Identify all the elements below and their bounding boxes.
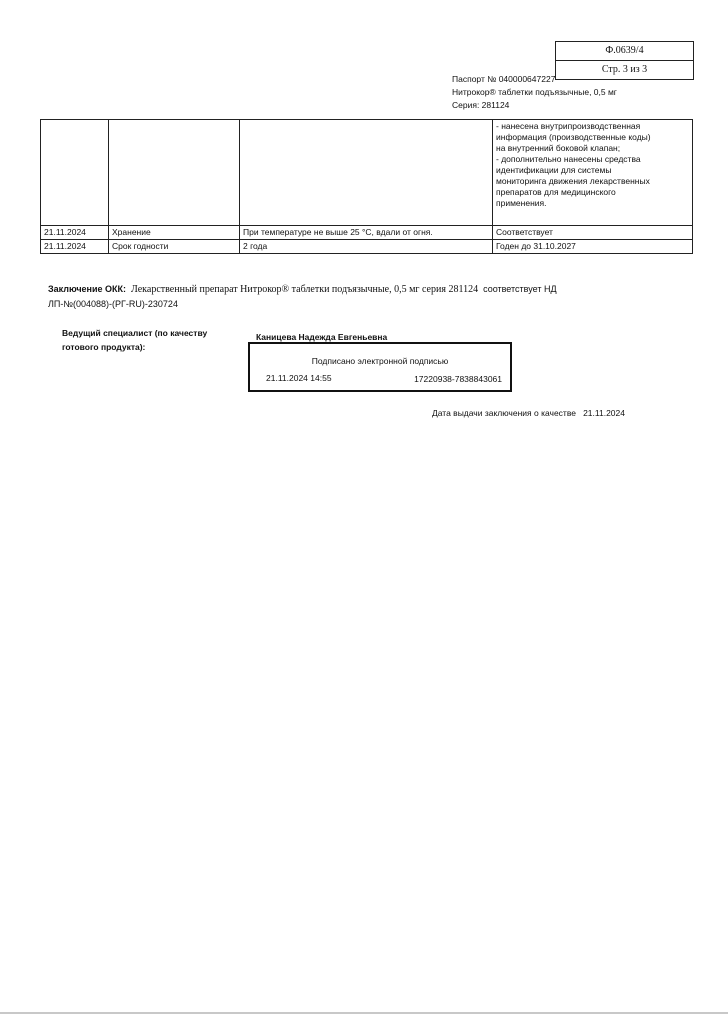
page-number: Стр. 3 из 3: [556, 60, 693, 79]
table-row: [41, 120, 693, 226]
specialist-role: [62, 326, 232, 354]
continuation-line: - дополнительно нанесены средства: [496, 154, 641, 164]
quality-table: [40, 119, 693, 254]
signature-id: 17220938-7838843061: [414, 374, 502, 384]
row-result: Годен до 31.10.2027: [493, 240, 693, 254]
continuation-line: на внутренний боковой клапан;: [496, 143, 621, 153]
specialist-name: Каницева Надежда Евгеньевна: [256, 332, 388, 342]
continuation-line: применения.: [496, 198, 547, 208]
product-name: Нитрокор® таблетки подъязычные, 0,5 мг: [452, 87, 617, 97]
table-row: [41, 240, 693, 254]
row-date: 21.11.2024: [41, 226, 109, 240]
passport-number: Паспорт № 040000647227: [452, 74, 556, 84]
form-code: Ф.0639/4: [605, 45, 644, 56]
conclusion-end: соответствует НД: [483, 284, 557, 294]
table-row: [41, 226, 693, 240]
continuation-line: мониторинга движения лекарственных: [496, 176, 650, 186]
conclusion-ref: ЛП-№(004088)-(РГ-RU)-230724: [48, 299, 178, 309]
form-code-box: [555, 41, 694, 80]
continuation-line: информация (производственные коды): [496, 132, 651, 142]
signature-datetime: 21.11.2024 14:55: [266, 373, 332, 383]
continuation-line: - нанесена внутрипроизводственная: [496, 121, 641, 131]
issue-label: Дата выдачи заключения о качестве: [432, 408, 576, 418]
issue-date-value: 21.11.2024: [583, 408, 625, 418]
requirements-continuation: [493, 120, 693, 226]
row-norm: 2 года: [240, 240, 493, 254]
table-cell: [41, 120, 109, 226]
scan-edge-line: [0, 1012, 728, 1014]
e-signature-box: [248, 342, 512, 392]
row-norm: При температуре не выше 25 °С, вдали от огня.: [240, 226, 493, 240]
conclusion: [48, 282, 668, 311]
row-parameter: Хранение: [109, 226, 240, 240]
table-cell: [240, 120, 493, 226]
signature-title: Подписано электронной подписью: [311, 356, 449, 366]
specialist-role-line: Ведущий специалист (по качеству: [62, 328, 208, 338]
row-date: 21.11.2024: [41, 240, 109, 254]
table-cell: [109, 120, 240, 226]
row-result: Соответствует: [493, 226, 693, 240]
continuation-line: идентификации для системы: [496, 165, 612, 175]
specialist-role-line: готового продукта):: [62, 342, 146, 352]
series-number: Серия: 281124: [452, 100, 510, 110]
issue-date: [432, 408, 625, 418]
conclusion-label: Заключение ОКК:: [48, 284, 127, 294]
conclusion-text: Лекарственный препарат Нитрокор® таблетки подъязычные, 0,5 мг серия 281124: [131, 284, 479, 295]
row-parameter: Срок годности: [109, 240, 240, 254]
continuation-line: препаратов для медицинского: [496, 187, 616, 197]
